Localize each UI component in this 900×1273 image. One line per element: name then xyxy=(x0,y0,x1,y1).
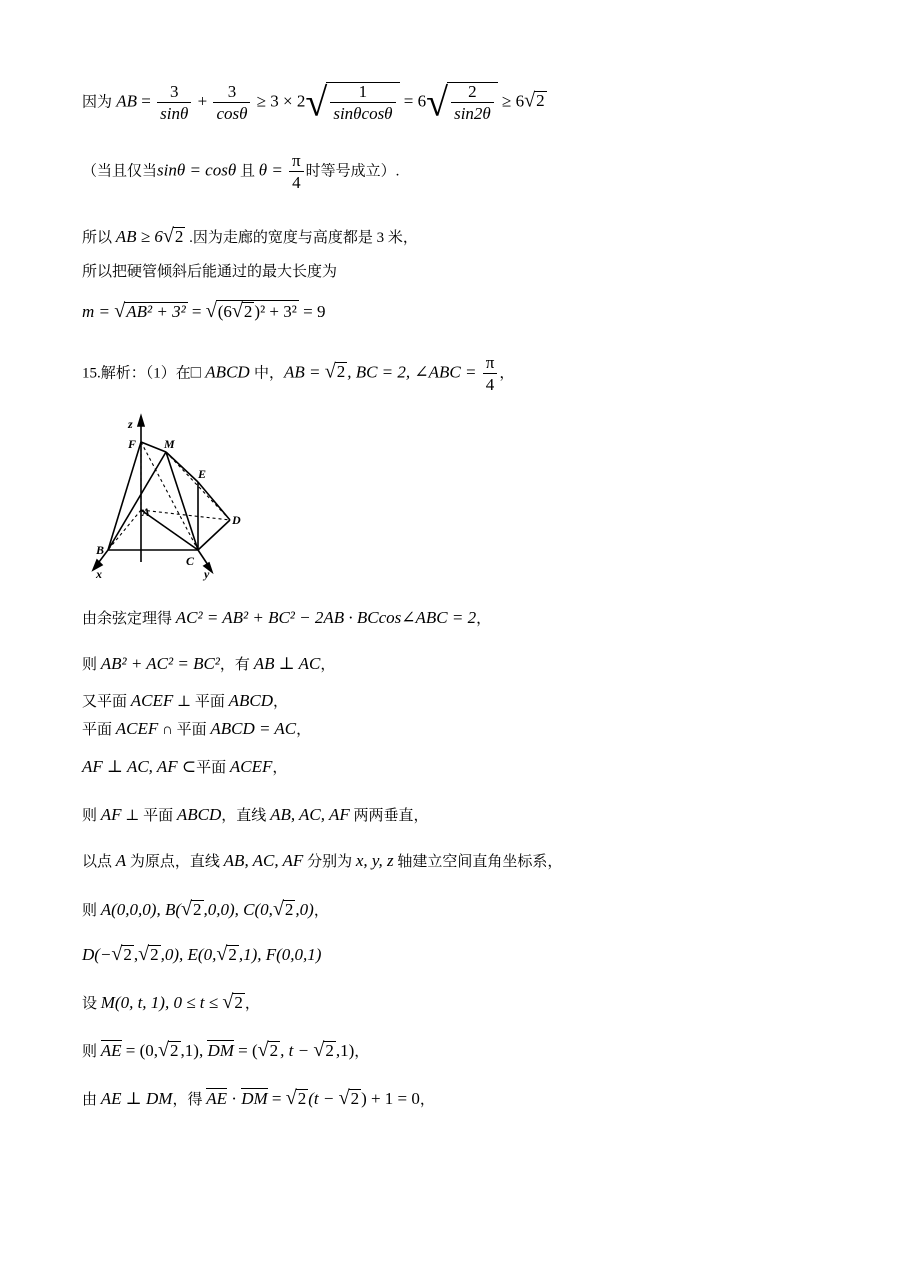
line-vectors: 则 AE = (0,√2 ,1), DM = (√2 , t − √2 ,1)， xyxy=(82,1039,370,1061)
geometry-figure xyxy=(88,412,258,582)
line-plane-perp: 又平面 ACEF ⊥ 平面 ABCD， xyxy=(82,691,289,710)
fraction-3-sin: $\frac{3}{\sin\theta}$ xyxy=(157,83,191,122)
line-max-length-intro: 所以把硬管倾斜后能通过的最大长度为 xyxy=(82,262,338,280)
label-d: D xyxy=(232,513,241,527)
line-point-m: 设 M(0, t, 1), 0 ≤ t ≤ √2 ， xyxy=(82,991,260,1013)
line-mutually-perp: 则 AF ⊥ 平面 ABCD，直线 AB, AC, AF 两两垂直， xyxy=(82,805,429,824)
line-ab-conclusion: 所以 AB ≥ 6√2 .因为走廊的宽度与高度都是 3 米， xyxy=(82,225,418,247)
fraction-3-cos: $\frac{3}{\cos\theta}$ xyxy=(213,83,250,122)
line-equality-condition: （当且仅当sinθ = cosθ 且 θ = $\frac{\pi}{4}$ 时等号成立）. xyxy=(82,151,400,192)
label-z: z xyxy=(128,417,133,431)
line-points-abc: 则 A(0,0,0), B(√2 ,0,0), C(0,√2 ,0)， xyxy=(82,898,329,920)
label-x: x xyxy=(96,567,102,581)
radical-icon: √ xyxy=(305,79,328,125)
label-e: E xyxy=(198,467,207,481)
radical-icon: √ xyxy=(426,79,449,125)
line-max-length-formula: m = √AB² + 3² = √(6√2 )² + 3² = 9 xyxy=(82,300,326,322)
line-points-def: D(−√2 ,√2 ,0), E(0,√2 ,1), F(0,0,1) xyxy=(82,943,322,965)
line-ab-perp-ac: 则 AB² + AC² = BC²，有 AB ⊥ AC， xyxy=(82,654,336,673)
line-inequality-ab: 因为 AB = $\frac{3}{\sin\theta}$ + $\frac{3}{\cos\theta}$ ≥ 3 × 2√ $\frac{1}{\sin\theta\cos\theta}$ = 6√ $\frac{2}{\sin 2\theta}$ ≥ 6√2 xyxy=(82,79,545,125)
label-y: y xyxy=(204,567,210,581)
fraction-1-sincos: $\frac{1}{\sin\theta\cos\theta}$ xyxy=(330,83,395,122)
fraction-pi-4: $\frac{\pi}{4}$ xyxy=(483,354,498,393)
line-problem-15: 15.解析：（1）在□ ABCD 中，AB = √2 , BC = 2, ∠ABC = $\frac{\pi}{4}$ ， xyxy=(82,353,515,394)
line-coordinate-system: 以点 A 为原点，直线 AB, AC, AF 分别为 x, y, z 轴建立空间直角坐标系， xyxy=(82,851,563,870)
line-dot-product: 由 AE ⊥ DM，得 AE · DM = √2 (t − √2 ) + 1 = 0， xyxy=(82,1087,435,1109)
label-a: A xyxy=(142,505,151,519)
line-af-in-plane: AF ⊥ AC, AF ⊂平面 ACEF， xyxy=(82,757,288,776)
label-b: B xyxy=(96,543,105,557)
label-m: M xyxy=(164,437,175,451)
fraction-pi-4: $\frac{\pi}{4}$ xyxy=(289,152,304,191)
line-cosine-law: 由余弦定理得 AC² = AB² + BC² − 2AB · BCcos∠ABC = 2， xyxy=(82,608,492,627)
label-c: C xyxy=(186,554,195,568)
fraction-2-sin2: $\frac{2}{\sin 2\theta}$ xyxy=(451,83,494,122)
label-f: F xyxy=(128,437,137,451)
line-plane-intersect: 平面 ACEF ∩ 平面 ABCD = AC， xyxy=(82,719,312,738)
